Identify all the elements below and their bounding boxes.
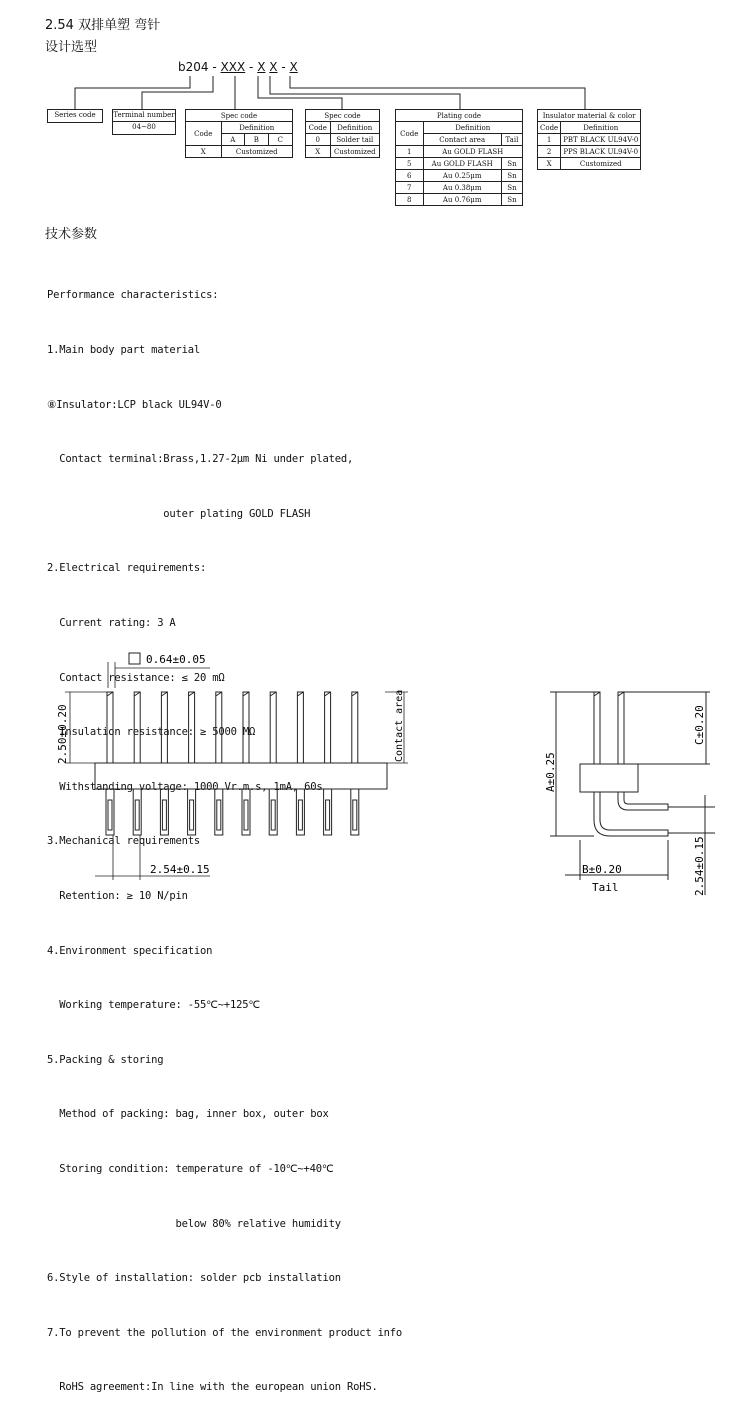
table-row: 7 Au 0.38μm Sn [396, 182, 523, 194]
pin-lower-inner [271, 800, 275, 830]
pin-lower-inner [162, 800, 166, 830]
table-row: 6 Au 0.25μm Sn [396, 170, 523, 182]
pin-lower [133, 789, 141, 835]
table-row: 1 PBT BLACK UL94V-0 [538, 134, 641, 146]
list-item: below 80% relative humidity [47, 1217, 341, 1230]
list-item: Performance characteristics: [47, 289, 219, 302]
pin-lower-inner [298, 800, 302, 830]
housing-outline [95, 763, 387, 789]
list-item: Method of packing: bag, inner box, outer box [47, 1108, 329, 1121]
pin-lower [324, 789, 332, 835]
pin-lower-inner [108, 800, 112, 830]
list-item: 6.Style of installation: solder pcb installation [47, 1272, 341, 1285]
spec2-title: Spec code [306, 110, 380, 122]
table-row: 5 Au GOLD FLASH Sn [396, 158, 523, 170]
list-item: 4.Environment specification [47, 944, 213, 957]
insulator-table: Insulator material & color Code Definition 1 PBT BLACK UL94V-0 2 PPS BLACK UL94V-0 X Customized [537, 109, 641, 170]
side-pin-1 [594, 692, 600, 764]
list-item: 7.To prevent the pollution of the environment product info [47, 1326, 403, 1339]
spec-code-table-1: Spec code Code Definition A B C X Customized [185, 109, 293, 158]
list-item: Insulation resistance: ≥ 5000 MΩ [47, 726, 256, 739]
bent-tail-2 [618, 792, 668, 810]
part-code-prefix: b204 [178, 60, 209, 74]
pin-lower-inner [244, 800, 248, 830]
list-item: Retention: ≥ 10 N/pin [47, 889, 188, 902]
pin-upper [189, 692, 195, 763]
part-code-seg3: X [257, 60, 266, 74]
part-code-seg1: XX [220, 60, 237, 74]
pin-lower [106, 789, 114, 835]
pin-lower-inner [190, 800, 194, 830]
c-dimension: C±0.20 [693, 705, 706, 745]
table-row: 1 Au GOLD FLASH [396, 146, 523, 158]
side-pin-2 [618, 692, 624, 764]
terminal-number-range: 04~80 [132, 123, 156, 131]
pin-upper [325, 692, 331, 763]
pitch-dimension: 2.54±0.15 [150, 863, 210, 876]
part-code-seg2: X [236, 60, 246, 74]
a-dimension: A±0.25 [544, 752, 557, 792]
pin-lower-inner [217, 800, 221, 830]
pin-upper [243, 692, 249, 763]
tech-title: 技术参数 [45, 227, 98, 242]
pin-lower-inner [326, 800, 330, 830]
list-item: 3.Mechanical requirements [47, 835, 201, 848]
b-dimension: B±0.20 [582, 863, 622, 876]
part-code: b204 - XXX - X X - X [178, 60, 298, 74]
pin-lower [296, 789, 304, 835]
side-housing [580, 764, 638, 792]
plating-title: Plating code [396, 110, 523, 122]
part-code-seg4: X [269, 60, 278, 74]
pin-upper [216, 692, 222, 763]
height-dimension: 2.50±0.20 [56, 704, 69, 764]
pin-upper [297, 692, 303, 763]
spec1-code-header: Code [186, 122, 222, 146]
pin-width-dimension: 0.64±0.05 [146, 653, 206, 666]
pin-upper [161, 692, 167, 763]
table-row: 8 Au 0.76μm Sn [396, 194, 523, 206]
tail-label: Tail [592, 881, 619, 894]
list-item: ⑧Insulator:LCP black UL94V-0 [47, 398, 222, 411]
pin-lower [351, 789, 359, 835]
part-code-seg5: X [289, 60, 298, 74]
pin-upper [270, 692, 276, 763]
pin-lower [215, 789, 223, 835]
header-subtitle: 设计选型 [45, 40, 98, 55]
flatness-symbol [129, 653, 140, 664]
pin-upper [134, 692, 140, 763]
pin-upper [107, 692, 113, 763]
list-item: outer plating GOLD FLASH [47, 507, 311, 520]
spec1-definition-header: Definition [221, 122, 292, 134]
pin-lower [269, 789, 277, 835]
terminal-number-label: Terminal number [113, 110, 175, 122]
contact-area-label: Contact area [394, 689, 405, 762]
front-view-drawing [0, 640, 520, 923]
list-item: Storing condition: temperature of -10℃~+40℃ [47, 1162, 334, 1175]
list-item: Current rating: 3 A [47, 616, 176, 629]
series-code-box: Series code [47, 109, 103, 123]
list-item: Contact terminal:Brass,1.27-2μm Ni under plated, [47, 453, 354, 466]
spec1-title: Spec code [186, 110, 293, 122]
table-row: X Customized [306, 146, 380, 158]
list-item: 1.Main body part material [47, 344, 201, 356]
table-row: 2 PPS BLACK UL94V-0 [538, 146, 641, 158]
list-item: RoHS agreement:In line with the european union RoHS. [47, 1381, 378, 1394]
list-item: 2.Electrical requirements: [47, 562, 207, 575]
pin-upper [352, 692, 358, 763]
insulator-title: Insulator material & color [538, 110, 641, 122]
pin-lower [160, 789, 168, 835]
list-item: Working temperature: -55℃~+125℃ [47, 999, 260, 1012]
spec-code-table-2: Spec code Code Definition 0 Solder tail X Customized [305, 109, 380, 158]
plating-code-table: Plating code Code Definition Contact area Tail 1 Au GOLD FLASH 5 Au GOLD FLASH Sn 6 Au 0.25μm Sn 7 Au 0.38μm Sn 8 Au 0.76μm Sn [395, 109, 523, 206]
bent-tail-1 [594, 792, 668, 836]
side-view-drawing [520, 640, 750, 923]
pin-lower [188, 789, 196, 835]
header-title: 2.54 双排单塑 弯针 [45, 18, 161, 33]
table-row: 0 Solder tail [306, 134, 380, 146]
list-item: Withstanding voltage: 1000 Vr.m.s, 1mA, 60s [47, 780, 323, 793]
pin-lower-inner [353, 800, 357, 830]
side-pitch-dimension: 2.54±0.15 [693, 836, 706, 896]
pin-lower-inner [135, 800, 139, 830]
leader-lines [0, 0, 750, 120]
list-item: 5.Packing & storing [47, 1053, 164, 1066]
pin-lower [242, 789, 250, 835]
list-item: Contact resistance: ≤ 20 mΩ [47, 671, 225, 684]
terminal-number-box [112, 109, 176, 135]
table-row: X Customized [538, 158, 641, 170]
